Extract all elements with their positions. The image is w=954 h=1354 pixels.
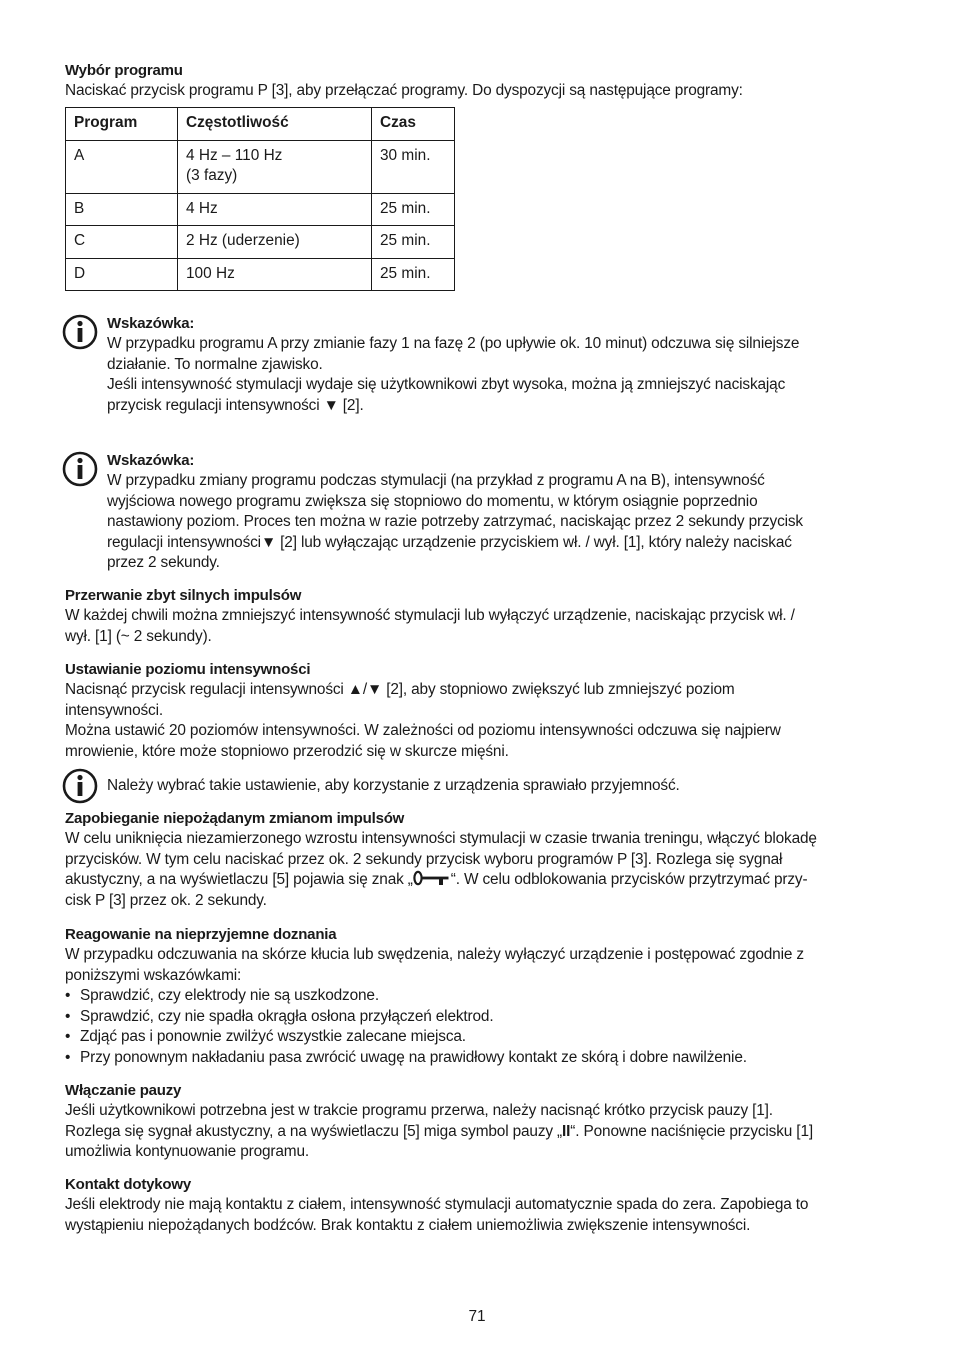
body-line: W przypadku odczuwania na skórze kłucia lub swędzenia, należy wyłączyć urządzenie i postępować zgodnie z — [65, 946, 804, 963]
body-line: mrowienie, które może stopniowo przerodzić się w skurcze mięśni. — [65, 742, 509, 760]
frequency-note: (3 fazy) — [186, 167, 238, 184]
note-line: przycisk regulacji intensywności ▼ [2]. — [107, 396, 364, 414]
frequency-text: 4 Hz – 110 Hz — [186, 146, 283, 164]
body-line: W celu uniknięcia niezamierzonego wzrostu intensywności stymulacji w czasie trwania treningu, włączyć blokadę — [65, 830, 817, 847]
section-discomfort — [65, 925, 804, 1068]
note-line: Jeśli intensywność stymulacji wydaje się użytkownikowi zbyt wysoka, można ją zmniejszyć naciskając — [107, 376, 786, 393]
body-text: akustyczny, a na wyświetlaczu [5] pojawia się znak „ — [65, 871, 413, 888]
note-line: regulacji intensywności▼ [2] lub wyłączając urządzenie przyciskiem wł. / wył. [1], który należy naciskać — [107, 533, 792, 551]
column-header-frequency: Częstotliwość — [178, 108, 372, 141]
body-line: intensywności. — [65, 701, 163, 719]
section-heading-program-selection: Wybór programu — [65, 62, 183, 79]
body-line: wył. [1] (~ 2 sekundy). — [65, 627, 212, 645]
note-line: W przypadku programu A przy zmianie fazy 1 na fazę 2 (po upływie ok. 10 minut) odczuwa się silniejsze — [107, 335, 800, 352]
section-lock — [65, 809, 817, 911]
cell-time: 25 min. — [372, 193, 455, 226]
section-heading: Włączanie pauzy — [65, 1082, 182, 1099]
cell-frequency — [178, 140, 372, 193]
body-line: wystąpieniu niepożądanych bodźców. Brak kontaktu z ciałem uniemożliwia zwiększenie intensywności. — [65, 1216, 751, 1234]
cell-program: B — [66, 193, 178, 226]
cell-frequency: 4 Hz — [178, 193, 372, 226]
section-body — [65, 680, 781, 762]
table-row — [66, 140, 455, 193]
body-line: umożliwia kontynuowanie programu. — [65, 1143, 309, 1160]
info-icon — [62, 768, 98, 804]
body-line: Można ustawić 20 poziomów intensywności. W zależności od poziomu intensywności odczuwa się najpierw — [65, 722, 781, 739]
cell-program: C — [66, 226, 178, 259]
section-heading: Zapobieganie niepożądanym zmianom impulsów — [65, 810, 405, 827]
table-row — [66, 193, 455, 226]
section-heading: Ustawianie poziomu intensywności — [65, 661, 311, 678]
program-intro-text: Naciskać przycisk programu P [3], aby przełączać programy. Do dyspozycji są następujące programy: — [65, 82, 743, 99]
cell-time: 30 min. — [372, 140, 455, 193]
cell-frequency: 2 Hz (uderzenie) — [178, 226, 372, 259]
body-line: Jeśli elektrody nie mają kontaktu z ciałem, intensywność stymulacji automatycznie spada do zera. Zapobiega to — [65, 1196, 809, 1213]
cell-time: 25 min. — [372, 258, 455, 291]
info-icon — [62, 314, 98, 350]
note-2 — [107, 451, 803, 574]
note-line: W przypadku zmiany programu podczas stymulacji (na przykład z programu A na B), intensywność — [107, 472, 765, 489]
body-text: “. W celu odblokowania przycisków przytrzymać przy- — [450, 871, 808, 888]
body-text: Rozlega się sygnał akustyczny, a na wyświetlaczu [5] miga symbol pauzy „ — [65, 1122, 563, 1140]
body-line: Nacisnąć przycisk regulacji intensywności ▲/▼ [2], aby stopniowo zwiększyć lub zmniejszyć poziom — [65, 681, 735, 698]
list-item: • Przy ponownym nakładaniu pasa zwrócić uwagę na prawidłowy kontakt ze skórą i dobre nawilżenie. — [65, 1048, 804, 1069]
body-line — [65, 1122, 813, 1143]
section-pause — [65, 1081, 813, 1163]
column-header-program: Program — [66, 108, 178, 141]
key-icon — [413, 870, 451, 886]
cell-frequency: 100 Hz — [178, 258, 372, 291]
section-heading: Przerwanie zbyt silnych impulsów — [65, 587, 302, 604]
cell-time: 25 min. — [372, 226, 455, 259]
body-line — [65, 870, 817, 891]
body-line: poniższymi wskazówkami: — [65, 966, 242, 984]
list-item: • Zdjąć pas i ponownie zwilżyć wszystkie zalecane miejsca. — [65, 1027, 804, 1048]
note-body — [107, 471, 803, 574]
bullet-list — [65, 986, 804, 1068]
note-body — [107, 334, 799, 416]
section-heading: Reagowanie na nieprzyjemne doznania — [65, 926, 337, 943]
list-item: • Sprawdzić, czy elektrody nie są uszkodzone. — [65, 986, 804, 1007]
section-body — [65, 945, 804, 1068]
page-number: 71 — [468, 1308, 486, 1325]
cell-program: D — [66, 258, 178, 291]
body-line: W każdej chwili można zmniejszyć intensywność stymulacji lub wyłączyć urządzenie, naciskając przycisk wł. / — [65, 607, 795, 624]
section-heading: Kontakt dotykowy — [65, 1176, 191, 1193]
section-body — [65, 1195, 808, 1236]
section-interrupt — [65, 586, 795, 647]
column-header-time: Czas — [372, 108, 455, 141]
note-1 — [107, 314, 799, 416]
note-line: nastawiony poziom. Proces ten można w razie potrzeby zatrzymać, naciskając przez 2 sekundy przycisk — [107, 513, 803, 530]
table-header-row — [66, 108, 455, 141]
list-item: • Sprawdzić, czy nie spadła okrągła osłona przyłączeń elektrod. — [65, 1007, 804, 1028]
info-icon — [62, 451, 98, 487]
note-line: przez 2 sekundy. — [107, 554, 220, 571]
table-row — [66, 226, 455, 259]
program-table — [65, 107, 455, 291]
section-body — [65, 606, 795, 647]
section-contact — [65, 1175, 808, 1236]
body-line: Jeśli użytkownikowi potrzebna jest w trakcie programu przerwa, należy nacisnąć krótko przycisk pauzy [1]. — [65, 1102, 773, 1119]
section-intensity — [65, 660, 781, 762]
body-line: przycisków. W tym celu naciskać przez ok. 2 sekundy przycisk wyboru programów P [3]. Rozlega się sygnał — [65, 850, 783, 868]
intensity-tip: Należy wybrać takie ustawienie, aby korzystanie z urządzenia sprawiało przyjemność. — [107, 777, 680, 794]
table-row — [66, 258, 455, 291]
note-line: działanie. To normalne zjawisko. — [107, 355, 323, 373]
note-title: Wskazówka: — [107, 315, 195, 332]
cell-program: A — [66, 140, 178, 193]
note-line: wyjściowa nowego programu zwiększa się stopniowo do momentu, w którym osiągnie poprzednio — [107, 492, 758, 510]
section-body — [65, 829, 817, 911]
section-body — [65, 1101, 813, 1163]
body-text: “. Ponowne naciśnięcie przycisku [1] — [570, 1122, 813, 1140]
body-line: cisk P [3] przez ok. 2 sekundy. — [65, 891, 267, 909]
pause-symbol: II — [562, 1122, 571, 1140]
note-title: Wskazówka: — [107, 452, 195, 469]
